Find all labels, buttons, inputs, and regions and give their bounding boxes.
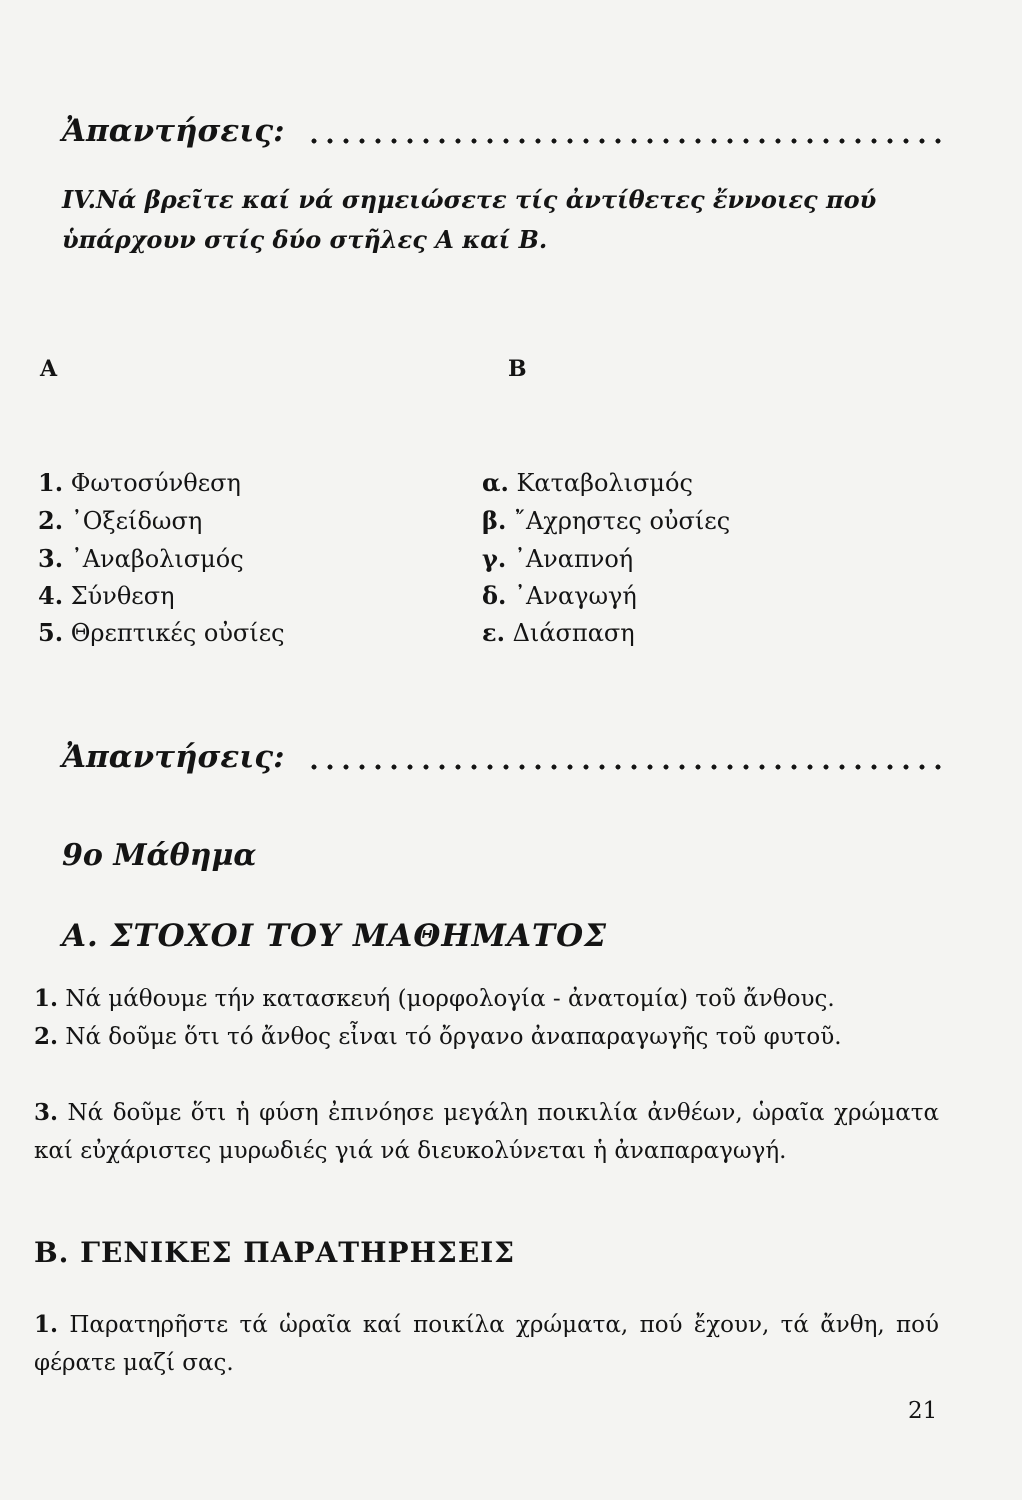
column-a-item: 1. Φωτοσύνθεση [38,468,241,497]
objective-item: 1. Νά μάθουμε τήν κατασκευή (μορφολογία - ἀνατομία) τοῦ ἄνθους. [34,985,835,1012]
objective-item: 3. Νά δοῦμε ὅτι ἡ φύση ἐπινόησε μεγάλη ποικιλία ἀνθέων, ὡραῖα χρώματα καί εὐχάριστες μυρωδιές γιά νά διευκολύνεται ἡ ἀναπαραγωγή. [34,1099,940,1164]
column-b-item: ε. Διάσπαση [482,618,635,647]
column-b-item: β. ῎Αχρηστες οὐσίες [482,506,731,535]
column-b-item: γ. ᾿Αναπνοή [482,544,634,573]
column-b-item: α. Καταβολισμός [482,468,693,497]
column-a-item: 2. ᾿Οξείδωση [38,506,203,535]
objective-item: 2. Νά δοῦμε ὅτι τό ἄνθος εἶναι τό ὄργανο ἀναπαραγωγῆς τοῦ φυτοῦ. [34,1023,842,1050]
column-a-header: Α [40,356,58,382]
column-a-item: 4. Σύνθεση [38,581,175,610]
column-a-item: 5. Θρεπτικές οὐσίες [38,618,285,647]
exercise-instruction: IV.Νά βρεῖτε καί νά σημειώσετε τίς ἀντίθετες ἔννοιες πού ὑπάρχουν στίς δύο στῆλες Α καί Β. [62,185,877,254]
column-b-header: Β [508,356,527,382]
answers-label-bottom: Ἀπαντήσεις: [62,739,285,775]
column-a-item: 3. ᾿Αναβολισμός [38,544,244,573]
column-b-item: δ. ᾿Αναγωγή [482,581,637,610]
section-b-heading: Β. ΓΕΝΙΚΕΣ ΠΑΡΑΤΗΡΗΣΕΙΣ [34,1236,516,1269]
answer-dotted-line-top[interactable] [306,138,942,144]
page-number: 21 [908,1398,938,1424]
answer-dotted-line-bottom[interactable] [306,764,942,770]
observation-item: 1. Παρατηρῆστε τά ὡραῖα καί ποικίλα χρώματα, πού ἔχουν, τά ἄνθη, πού φέρατε μαζί σας. [34,1311,939,1376]
answers-label-top: Ἀπαντήσεις: [62,113,285,149]
lesson-title: 9ο Μάθημα [62,838,257,873]
section-a-heading: Α. ΣΤΟΧΟΙ ΤΟΥ ΜΑΘΗΜΑΤΟΣ [62,918,607,954]
